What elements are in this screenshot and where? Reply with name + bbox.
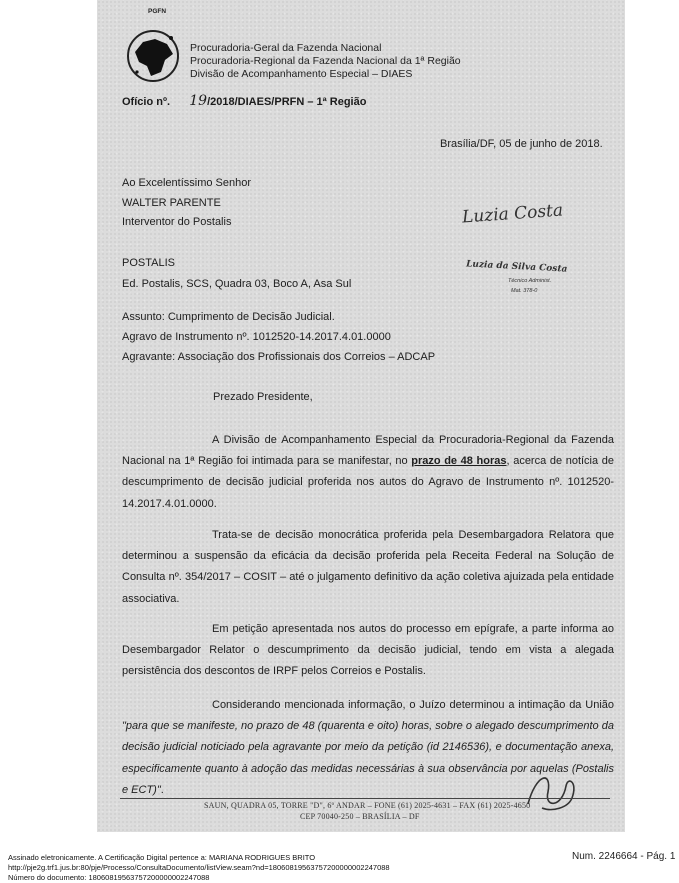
paragraph-3: Em petição apresentada nos autos do processo em epígrafe, a parte informa ao Desembargador Relator o descumprimento da decisão judicial, tendo em vista a alegada persistência dos descontos de IRPF pelos Correios e Postalis. (122, 623, 614, 678)
paragraph-1 (122, 430, 614, 515)
oficio-label: Ofício nº (122, 96, 167, 108)
handwritten-signature: Luzia Costa (461, 200, 564, 228)
p1-text-a: A Divisão de Acompanhamento Especial da Procuradoria-Regional da Fazenda Nacional na 1ª Região foi intimada para se manifestar, no (122, 434, 614, 468)
initials-signature-icon (522, 768, 580, 814)
footer-cep: CEP 70040-250 – BRASÍLIA – DF (300, 812, 420, 821)
addressee-salutation: Ao Excelentíssimo Senhor (122, 177, 252, 189)
p4-quote: "para que se manifeste, no prazo de 48 (quarenta e oito) horas, sobre o alegado descumprimento da decisão judicial noticiado pela agravante por meio da petição (id 2146536), e documentação anexa, especificamente quanto à adoção das medidas necessárias à sua observância por aquelas (Postalis e ECT)" (122, 720, 614, 796)
subject-assunto: Assunto: Cumprimento de Decisão Judicial. (122, 311, 335, 323)
footer-divider (120, 798, 610, 799)
oficio-suffix: /2018/DIAES/PRFN – 1ª Região (207, 96, 367, 108)
document-url[interactable]: http://pje2g.trf1.jus.br:80/pje/Processo/ConsultaDocumento/listView.seam?nd=18060819563757200000002247088 (8, 863, 390, 872)
page-reference: Num. 2246664 - Pág. 1 (572, 851, 676, 862)
stamp-mat: Mat. 378-0 (511, 288, 538, 294)
header-line-1: Procuradoria-Geral da Fazenda Nacional (190, 42, 382, 54)
paragraph-2: Trata-se de decisão monocrática proferida pela Desembargadora Relatora que determinou a suspensão da eficácia da decisão proferida pela Receita Federal na Solução de Consulta nº. 354/2017 – COSIT – até o julgamento definitivo da ação coletiva ajuizada pela entidade associativa. (122, 529, 614, 605)
footer-address: SAUN, QUADRA 05, TORRE "D", 6º ANDAR – FONE (61) 2025-4631 – FAX (61) 2025-4650 (204, 801, 531, 810)
subject-agravante: Agravante: Associação dos Profissionais dos Correios – ADCAP (122, 351, 436, 363)
document-number: Número do documento: 18060819563757200000002247088 (8, 873, 210, 882)
header-line-2: Procuradoria-Regional da Fazenda Nacional da 1ª Região (190, 55, 461, 67)
stamp-title: Técnico Administ. (508, 278, 552, 284)
subject-agravo: Agravo de Instrumento nº. 1012520-14.2017.4.01.0000 (122, 331, 391, 343)
date-line: Brasília/DF, 05 de junho de 2018. (440, 138, 603, 150)
p1-deadline: prazo de 48 horas (411, 455, 507, 468)
addressee-org: POSTALIS (122, 257, 175, 269)
p4-text-a: Considerando mencionada informação, o Juízo determinou a intimação da União (212, 699, 614, 711)
p1-text-b: , acerca de notícia de descumprimento de decisão judicial proferida nos autos do Agravo de Instrumento nº. 1012520-14.2017.4.01.0000. (122, 455, 614, 510)
addressee-address: Ed. Postalis, SCS, Quadra 03, Boco A, Asa Sul (122, 278, 352, 290)
greeting: Prezado Presidente, (213, 391, 313, 403)
oficio-number: 19 (189, 93, 208, 109)
pgfn-logo-icon (121, 22, 185, 84)
addressee-name: WALTER PARENTE (122, 197, 221, 209)
stamp-name: Luzia da Silva Costa (465, 259, 568, 275)
signed-electronically: Assinado eletronicamente. A Certificação Digital pertence a: MARIANA RODRIGUES BRITO (8, 853, 316, 862)
logo-text: PGFN (148, 8, 167, 15)
addressee-role: Interventor do Postalis (122, 216, 232, 228)
p4-text-b: . (160, 783, 164, 796)
header-line-3: Divisão de Acompanhamento Especial – DIAES (190, 68, 413, 80)
oficio-line: Ofício nº. 19/2018/DIAES/PRFN – 1ª Região (122, 93, 367, 109)
